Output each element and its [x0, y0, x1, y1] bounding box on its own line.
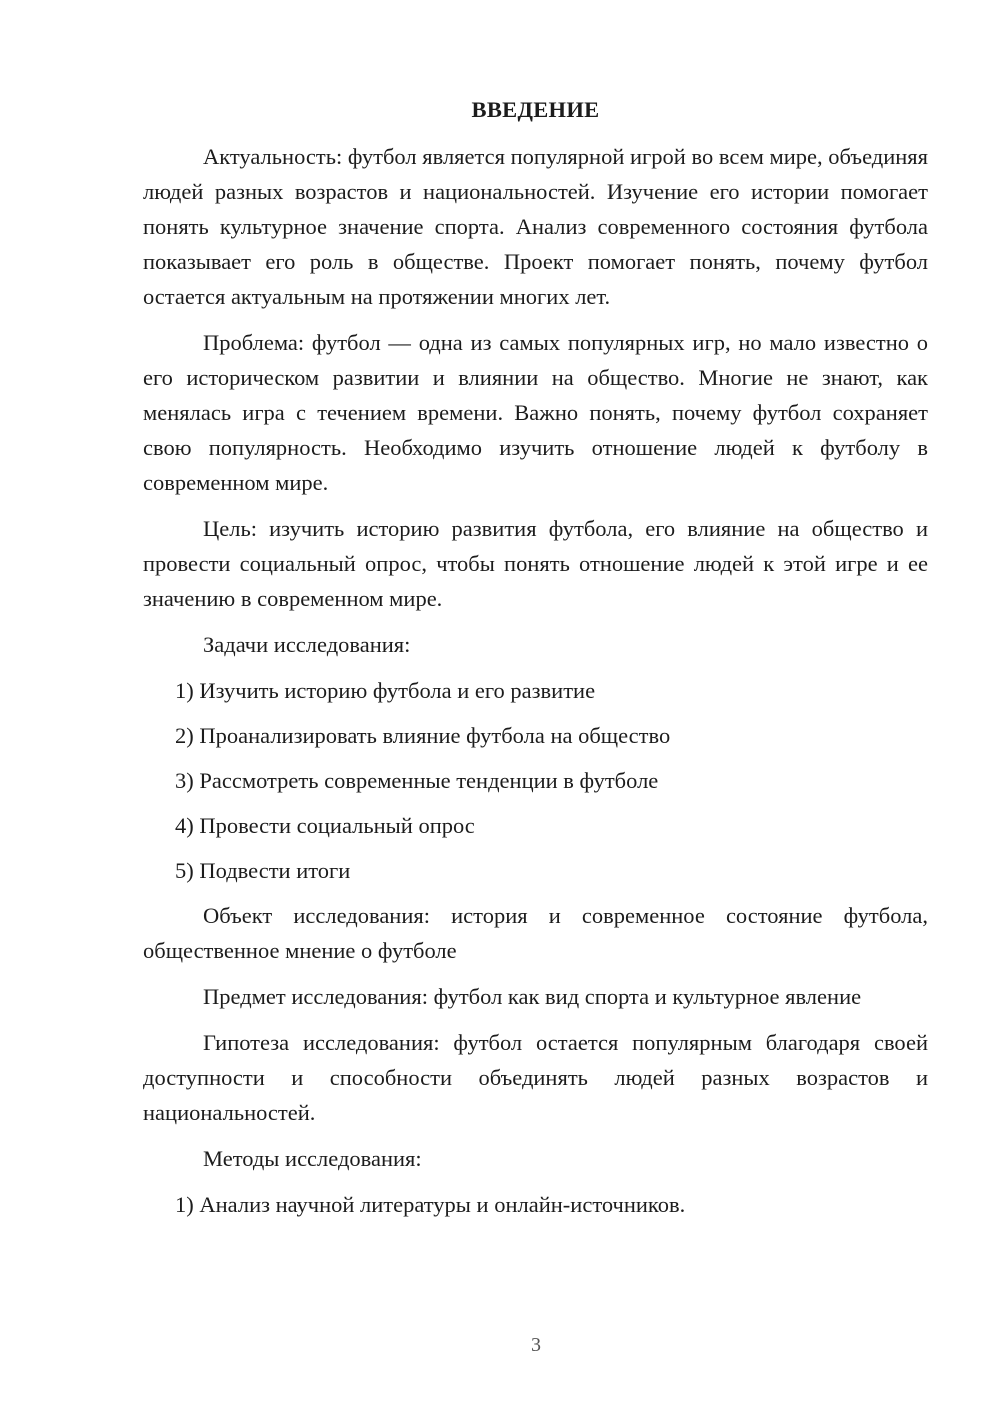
- document-page: [143, 92, 928, 1232]
- page-number: 3: [531, 1334, 541, 1356]
- hypothesis-paragraph: Гипотеза исследования: футбол остается популярным благодаря своей доступности и способности объединять людей разных возрастов и национальностей.: [143, 1030, 928, 1125]
- methods-title: Методы исследования:: [203, 1146, 422, 1171]
- list-item: 1) Анализ научной литературы и онлайн-источников.: [175, 1192, 686, 1217]
- object-paragraph: Объект исследования: история и современное состояние футбола, общественное мнение о футболе: [143, 903, 928, 963]
- goal-paragraph: Цель: изучить историю развития футбола, его влияние на общество и провести социальный опрос, чтобы понять отношение людей к этой игре и ее значению в современном мире.: [143, 516, 928, 611]
- list-item: 4) Провести социальный опрос: [175, 813, 475, 838]
- relevance-paragraph: Актуальность: футбол является популярной игрой во всем мире, объединяя людей разных возрастов и национальностей. Изучение его истории помогает понять культурное значение спорта. Анализ современного состояния футбола показывает его роль в обществе. Проект помогает понять, почему футбол остается актуальным на протяжении многих лет.: [143, 144, 928, 309]
- subject-paragraph: Предмет исследования: футбол как вид спорта и культурное явление: [203, 984, 862, 1009]
- tasks-title: Задачи исследования:: [203, 632, 411, 657]
- problem-paragraph: Проблема: футбол — одна из самых популярных игр, но мало известно о его историческом развитии и влиянии на общество. Многие не знают, как менялась игра с течением времени. Важно понять, почему футбол сохраняет свою популярность. Необходимо изучить отношение людей к футболу в современном мире.: [143, 330, 928, 495]
- list-item: 5) Подвести итоги: [175, 858, 351, 883]
- list-item: 2) Проанализировать влияние футбола на общество: [175, 723, 671, 748]
- methods-list: [143, 1187, 928, 1222]
- list-item: 3) Рассмотреть современные тенденции в футболе: [175, 768, 659, 793]
- tasks-list: [143, 673, 928, 888]
- section-heading: ВВЕДЕНИЕ: [471, 97, 600, 122]
- list-item: 1) Изучить историю футбола и его развитие: [175, 678, 596, 703]
